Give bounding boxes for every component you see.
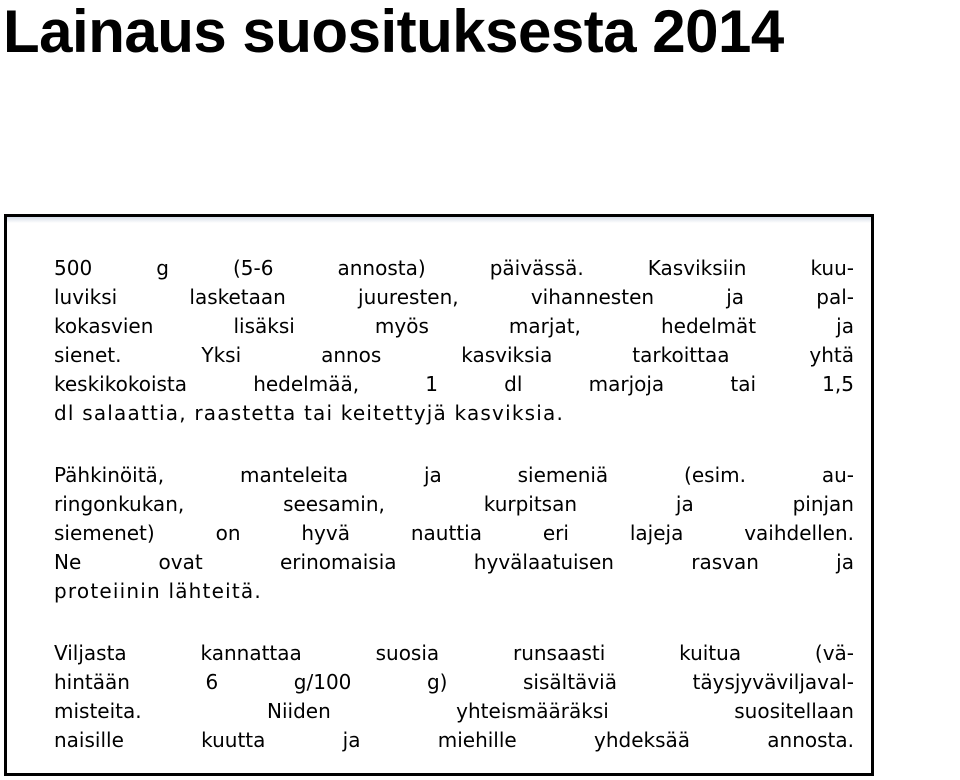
text-line: sienet. Yksi annos kasviksia tarkoittaa yhtä — [54, 343, 854, 367]
text-line: keskikokoista hedelmää, 1 dl marjoja tai 1,5 — [54, 372, 854, 396]
text-line: ringonkukan, seesamin, kurpitsan ja pinjan — [54, 492, 854, 516]
text-line: luviksi lasketaan juuresten, vihannesten ja pal- — [54, 285, 854, 309]
text-line: Ne ovat erinomaisia hyvälaatuisen rasvan ja — [54, 550, 854, 574]
text-line: Pähkinöitä, manteleita ja siemeniä (esim. au- — [54, 463, 854, 487]
paragraph-nuts-seeds — [54, 461, 854, 606]
text-line: dl salaattia, raastetta tai keitettyjä kasviksia. — [54, 401, 565, 425]
text-line: 500 g (5-6 annosta) päivässä. Kasviksiin kuu- — [54, 256, 854, 280]
text-line: Viljasta kannattaa suosia runsaasti kuitua (vä- — [54, 641, 854, 665]
text-line: siemenet) on hyvä nauttia eri lajeja vaihdellen. — [54, 521, 854, 545]
text-line: misteita. Niiden yhteismääräksi suositellaan — [54, 699, 854, 723]
excerpt-text-body — [54, 254, 854, 776]
quoted-excerpt-image — [4, 214, 874, 776]
paragraph-vegetables — [54, 254, 854, 428]
excerpt-top-edge — [7, 217, 871, 223]
text-line: proteiinin lähteitä. — [54, 579, 262, 603]
text-line: naisille kuutta ja miehille yhdeksää annosta. — [54, 728, 854, 752]
text-line: hintään 6 g/100 g) sisältäviä täysjyväviljaval- — [54, 670, 854, 694]
paragraph-grains — [54, 639, 854, 755]
slide-title: Lainaus suosituksesta 2014 — [3, 0, 784, 65]
text-line: kokasvien lisäksi myös marjat, hedelmät ja — [54, 314, 854, 338]
